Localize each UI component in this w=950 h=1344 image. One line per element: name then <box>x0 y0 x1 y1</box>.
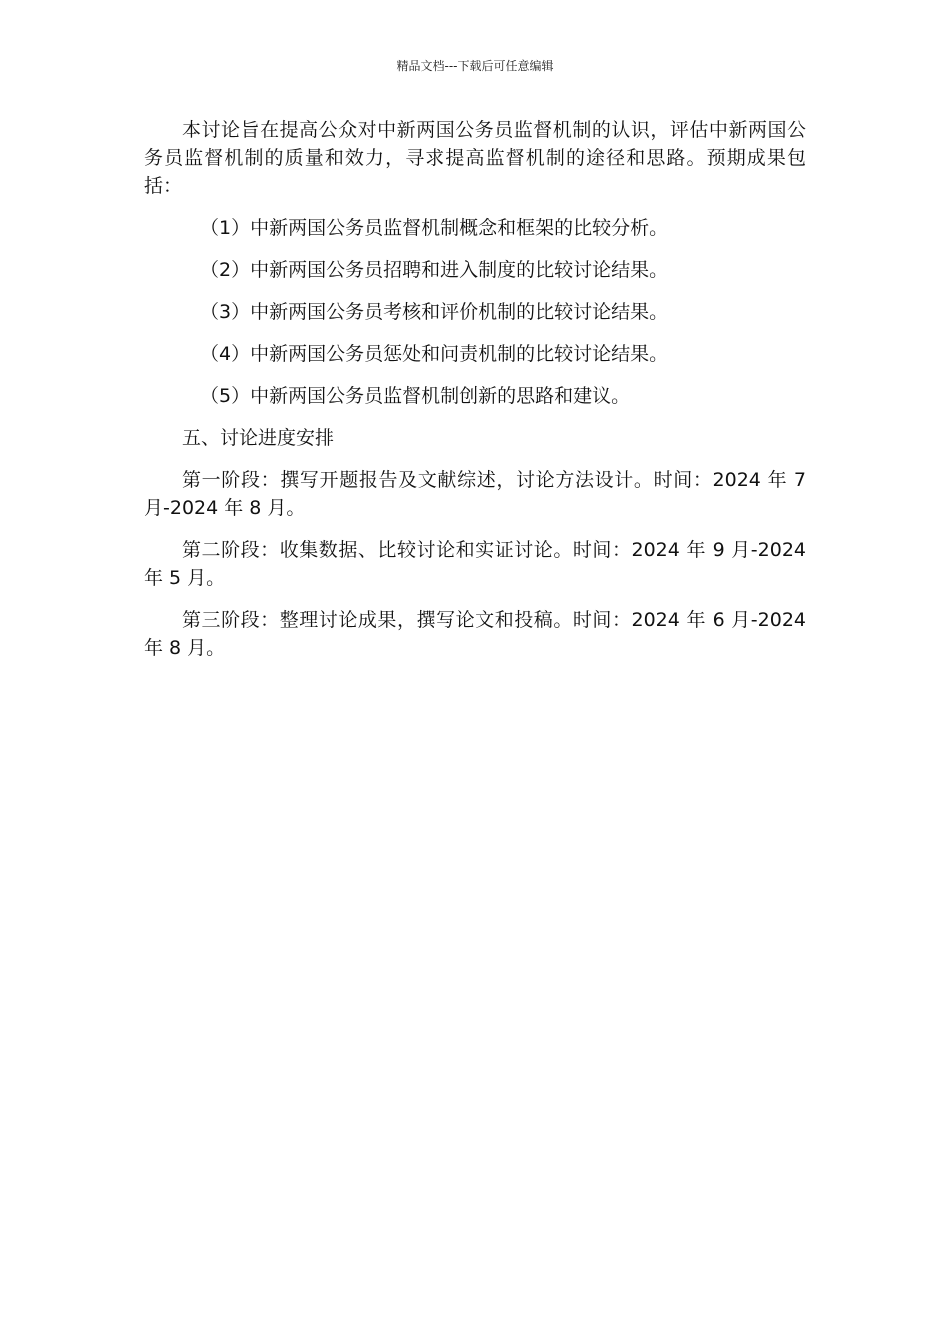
list-item: （2）中新两国公务员招聘和进入制度的比较讨论结果。 <box>200 259 669 281</box>
list-item: （5）中新两国公务员监督机制创新的思路和建议。 <box>200 385 631 407</box>
list-item: （4）中新两国公务员惩处和问责机制的比较讨论结果。 <box>200 343 669 365</box>
stage-paragraph: 第三阶段：整理讨论成果，撰写论文和投稿。时间：2024 年 6 月-2024 年 8 月。 <box>144 609 806 659</box>
document-body <box>144 116 806 662</box>
page-header: 精品文档---下载后可任意编辑 <box>396 59 554 73</box>
list-item: （1）中新两国公务员监督机制概念和框架的比较分析。 <box>200 217 669 239</box>
section-heading: 五、讨论进度安排 <box>182 427 335 449</box>
list-item: （3）中新两国公务员考核和评价机制的比较讨论结果。 <box>200 301 669 323</box>
expected-outcomes-list <box>144 214 806 410</box>
stage-paragraph: 第一阶段：撰写开题报告及文献综述，讨论方法设计。时间：2024 年 7 月-2024 年 8 月。 <box>144 469 806 519</box>
intro-paragraph: 本讨论旨在提高公众对中新两国公务员监督机制的认识，评估中新两国公务员监督机制的质量和效力，寻求提高监督机制的途径和思路。预期成果包括： <box>144 119 806 197</box>
stage-paragraph: 第二阶段：收集数据、比较讨论和实证讨论。时间：2024 年 9 月-2024 年 5 月。 <box>144 539 806 589</box>
